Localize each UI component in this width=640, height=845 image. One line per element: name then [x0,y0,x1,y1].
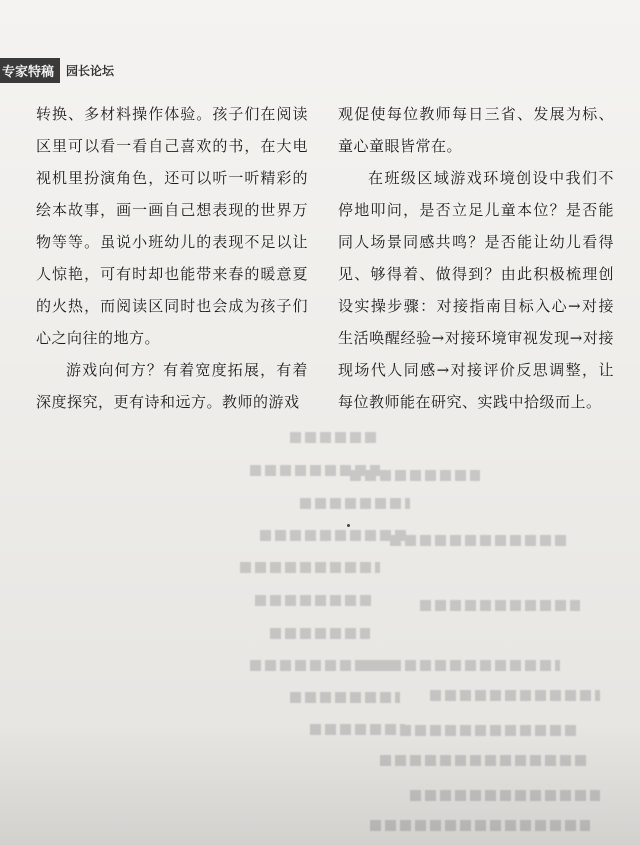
ink-speck [347,524,350,527]
left-paragraph-2: 游戏向何方？有着宽度拓展，有着深度探究，更有诗和远方。教师的游戏 [36,361,308,411]
page-header [0,58,114,82]
right-paragraph-2: 在班级区域游戏环境创设中我们不停地叩问，是否立足儿童本位？是否能同人场景同感共鸣？是否能让幼儿看得见、够得着、做得到？由此积极梳理创设实操步骤：对接指南目标入心→对接生活唤醒经验→对接环境审视发现→对接现场代人同感→对接评价反思调整，让每位教师能在研究、实践中拾级而上。 [338,169,614,411]
left-column [36,98,308,418]
left-paragraph-1: 转换、多材料操作体验。孩子们在阅读区里可以看一看自己喜欢的书，在大电视机里扮演角色，还可以听一听精彩的绘本故事，画一画自己想表现的世界万物等等。虽说小班幼儿的表现不足以让人惊艳，可有时却也能带来春的暖意夏的火热，而阅读区同时也会成为孩子们心之向往的地方。 [36,105,308,347]
section-tag: 专家特稿 [0,58,60,83]
right-column [338,98,614,418]
column-name: 园长论坛 [66,63,115,78]
right-paragraph-1: 观促使每位教师每日三省、发展为标、童心童眼皆常在。 [338,105,614,155]
page-shadow [0,725,640,845]
